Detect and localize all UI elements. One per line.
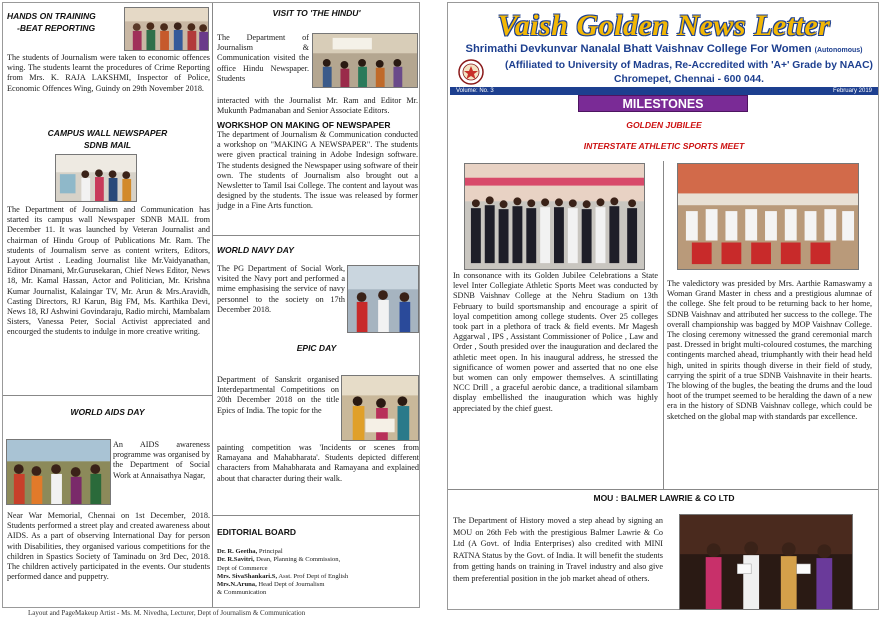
volume-bar — [450, 87, 878, 95]
navy-day-body: The PG Department of Social Work, visited the Navy port and performed a mime emphasising the service of navy personnel to the society on 17th December 2018. — [217, 264, 345, 314]
footer-credit: Layout and PageMakeup Artist - Ms. M. Nivedha, Lecturer, Dept of Journalism & Communication — [28, 609, 306, 617]
issue-date: February 2019 — [832, 88, 872, 94]
epic-day-body-side: Department of Sanskrit organised Interdepartmental Competitions on 20th December 2018 on the title Epics of India. The topic for the — [217, 375, 339, 415]
navy-day-photo — [347, 265, 419, 333]
editorial-title: EDITORIAL BOARD — [217, 527, 297, 537]
sports-photo-right — [677, 163, 859, 270]
volume-number: Volume: No. 3 — [456, 88, 494, 94]
autonomous-tag: (Autonomous) — [814, 47, 863, 54]
section-rule — [213, 515, 420, 516]
workshop-body: The department of Journalism & Communication conducted a workshop on "MAKING A NEWSPAPER". The students were given practical training in Adobe Indesign software. The students designed the Newspaper using software of their own. The students of Journalism also brought out a Newsletter to Tamil Isai College. The content and layout was designed by the students. The issue was released by former judge in a Fine Arts function. — [217, 130, 418, 211]
right-page — [447, 2, 879, 610]
visit-hindu-title: VISIT TO 'THE HINDU' — [272, 8, 361, 18]
column-divider — [663, 161, 664, 489]
world-aids-body-side: An AIDS awareness programme was organised by the Department of Social Work at Annaisathya Nagar, — [113, 440, 210, 480]
visit-hindu-photo — [312, 33, 418, 88]
navy-day-title: WORLD NAVY DAY — [217, 245, 294, 255]
hands-on-body: The students of Journalism were taken to economic offences wing. The students learnt the procedures of Crime Reporting from Mrs. K. RAJA LAKSHMI, Inspector of Police, Economic Offences Wing, Guindy on 29th November 2018. — [7, 53, 210, 93]
campus-wall-photo — [55, 154, 137, 202]
epic-day-photo — [341, 375, 419, 441]
interstate-heading: INTERSTATE ATHLETIC SPORTS MEET — [583, 141, 745, 151]
editor-role: Asst. Prof Dept of English — [277, 572, 349, 580]
college-name — [448, 43, 880, 55]
editor-name: Dr. R. Geetha, — [217, 548, 258, 555]
world-aids-photo — [6, 439, 111, 505]
campus-wall-title-1: CAMPUS WALL NEWSPAPER — [47, 128, 168, 138]
college-name-text: Shrimathi Devkunvar Nanalal Bhatt Vaishnav College For Women — [465, 43, 812, 55]
visit-hindu-body-side: The Department of Journalism & Communication visited the office Hindu Newspaper. Students — [217, 33, 309, 83]
world-aids-title: WORLD AIDS DAY — [70, 407, 145, 417]
workshop-title: WORKSHOP ON MAKING OF NEWSPAPER — [217, 120, 391, 130]
newsletter-title: Vaish Golden News Letter — [497, 9, 831, 42]
visit-hindu-body: interacted with the Journalist Mr. Ram and Editor Mr. Mukunth Padmanaban and Senior Associate Editors. — [217, 96, 418, 116]
editor-role: & Communication — [217, 589, 267, 597]
epic-day-body: painting competition was 'Incidents or scenes from Ramayana and Mahabharata'. Students depicted different characters from Mahabharata and Ramayana and explained about that character during their walk. — [217, 443, 419, 483]
section-rule — [3, 395, 212, 396]
hands-on-photo — [124, 7, 209, 51]
college-address: Chromepet, Chennai - 600 044. — [614, 74, 764, 85]
campus-wall-body: The Department of Journalism and Communication has started its campus wall Newspaper SDNB MAIL from December 11. It was launched by Veteran Journalist and chairman of Hindu Group of Publications Mr. Ram. The students of Journalism serve as content writers, Editors, Layout Artist . Leading Journalist like Mr.Vaidyanathan, Editor Dinamani, Mr.Gurusekaran, Chief News Editor, News 18, Mr. Kamal Hassan, Actor and Politician, Mr. Krishna Kumar Journalist, Kalaingar TV, Mr. Arun & Mrs.Aravidh, Casting Directors, RJ Karun, Big FM, Ms. Karthika Devi, News 18, RJ Ashwini Govindaraju, Radio mirchi, Mambalam Sisters, Vanessa Peter, Social Activist appreciated and encourged the students to indulge in more creative writing. — [7, 205, 210, 337]
sports-photo-left — [464, 163, 645, 270]
sports-body-right: The valedictory was presided by Mrs. Aarthie Ramaswamy a Woman Grand Master in chess and a prestigious alumnae of the college. She felt proud to be returning back to her home, SDNB Vaishnav and attributed her success to the college. The overall championship was bagged by MOP Vaishnav College. The closing ceremony witnessed the grand ceremonial march past. Dressed in bright multi-coloured costumes, the marching contingents marched ahead, triumphantly with their head held high, united in spirits though diverse in their field of study, carrying the spirit of a true SDNB Vaishnavite in their hearts. The blowing of the bugles, the beating the drums and the loud hoot of the trumpet seemed to be heralding the dawn of a new era in the history of SDNB Vaishnav college, which could be sketched on the global map with standards par excellence. — [667, 279, 872, 421]
editor-role: Head Dept of Journalism — [256, 581, 325, 589]
world-aids-body: Near War Memorial, Chennai on 1st December, 2018. Students performed a street play and created awareness about AIDS. As a part of observing International Day for person with Disabilities, they organised various competitions for the children in Spastics Society of Taminadu on 3rd Dec, 2018. The children actively participated in the events. Our students performed dance and puppetry. — [7, 511, 210, 582]
campus-wall-title-2: SDNB MAIL — [83, 140, 132, 150]
left-page — [2, 2, 420, 608]
golden-jubilee-heading: GOLDEN JUBILEE — [626, 120, 702, 130]
epic-day-title: EPIC DAY — [296, 343, 337, 353]
editor-name: Mrs. SivaShankari.S, — [217, 572, 278, 580]
mou-title: MOU : BALMER LAWRIE & CO LTD — [593, 493, 735, 503]
editorial-list — [217, 548, 417, 598]
college-emblem-icon — [458, 59, 484, 85]
section-rule — [213, 235, 420, 236]
mou-photo — [679, 514, 853, 610]
editor-name: Mrs.N.Aruna, — [217, 581, 257, 589]
hands-on-title-1: HANDS ON TRAINING — [7, 11, 96, 21]
editor-role: Dean, Planning & Commission, — [254, 556, 341, 564]
milestones-banner: MILESTONES — [578, 95, 748, 112]
hands-on-title-2: -BEAT REPORTING — [17, 23, 96, 33]
column-divider — [212, 3, 213, 607]
affiliation: (Affiliated to University of Madras, Re-Accredited with 'A+' Grade by NAAC) — [505, 60, 873, 71]
editor-role: Dept of Commerce — [217, 564, 268, 572]
section-rule — [448, 489, 878, 490]
editor-role: Principal — [257, 548, 283, 555]
mou-body: The Department of History moved a step ahead by signing an MOU on 26th Feb with the prestigious Balmer Lawrie & Co Ltd (A Govt. of India Enterprises) also credited with MINI RATNA Status by the Govt. of India. It will benefit the students from getting hands on training in Travel industry and also give them preferential position in the job market ahead of others. — [453, 516, 663, 583]
editor-name: Dr. R.Savitri, — [217, 556, 255, 564]
sports-body-left: In consonance with its Golden Jubilee Celebrations a State level Inter Collegiate Athletic Sports Meet was conducted by SDNB Vaishnav College at the Nehru Stadium on 13th February to build sportsmanship and encourage a spirit of loyal competition among college students. Over 25 colleges took part in a plethora of track & field events. Mr Magesh Aggarwal , IPS , Assistant Commissioner of Police , Law and Order , South presided over the inauguration and declared the athletic meet open. In his inaugural address, he stressed the significance of women power and asserted that no one else but women can only empower themselves. A scintillating NCC Drill , a graceful aerobic dance, a traditional silambam display embellished the inauguration which was highly appreciated by the chief guest. — [453, 271, 658, 413]
